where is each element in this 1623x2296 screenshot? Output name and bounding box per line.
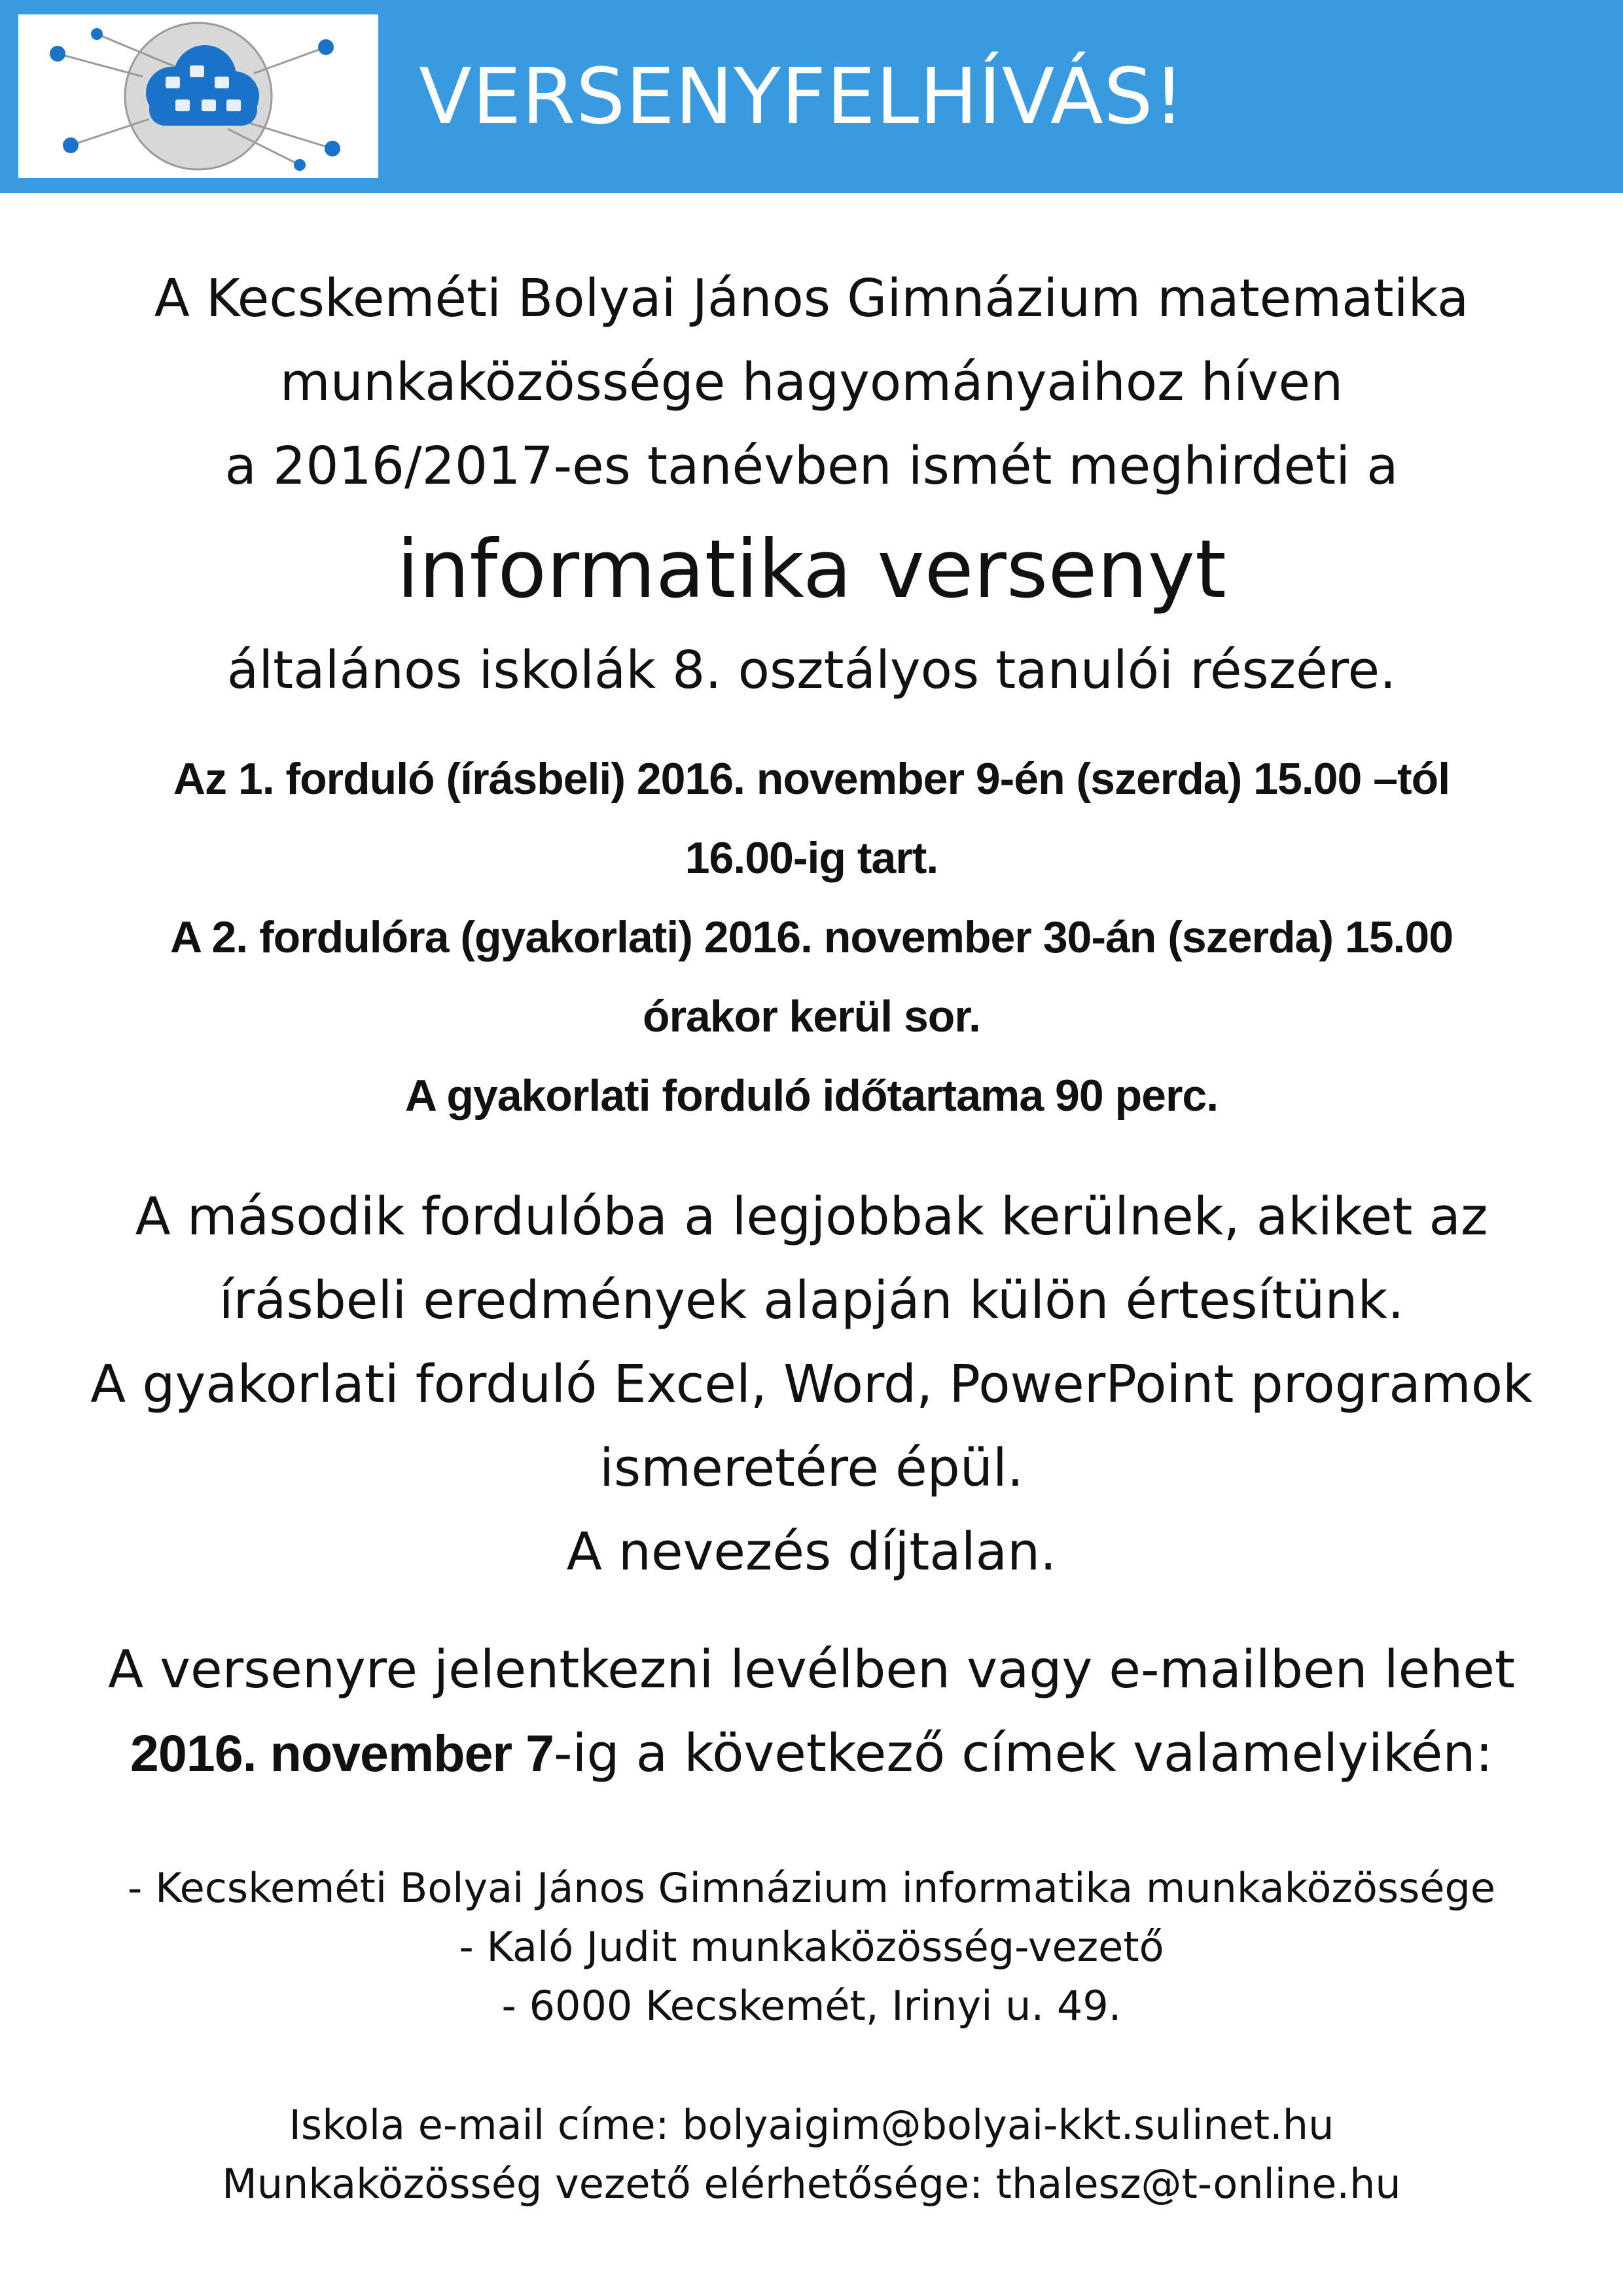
rounds-schedule bbox=[0, 740, 1623, 1136]
round-line: Az 1. forduló (írásbeli) 2016. november 9-én (szerda) 15.00 –tól bbox=[173, 754, 1450, 804]
intro-line: a 2016/2017-es tanévben ismét meghirdeti a bbox=[224, 436, 1399, 496]
address-item: - 6000 Kecskemét, Irinyi u. 49. bbox=[501, 1982, 1122, 2030]
target-audience: általános iskolák 8. osztályos tanulói részére. bbox=[226, 640, 1397, 700]
application-paragraph bbox=[0, 1628, 1623, 1795]
header-banner bbox=[0, 0, 1623, 193]
round-line: A gyakorlati forduló időtartama 90 perc. bbox=[404, 1071, 1219, 1121]
competition-title: informatika versenyt bbox=[397, 523, 1226, 616]
deadline-date: 2016. november 7 bbox=[130, 1724, 554, 1782]
page-title: VERSENYFELHÍVÁS! bbox=[419, 51, 1185, 141]
info-paragraph bbox=[0, 1175, 1623, 1594]
info-line: írásbeli eredmények alapján külön értesítünk. bbox=[219, 1270, 1404, 1331]
intro-line: munkaközössége hagyományaihoz híven bbox=[279, 352, 1344, 412]
intro-paragraph bbox=[0, 257, 1623, 508]
info-line: A nevezés díjtalan. bbox=[566, 1522, 1057, 1582]
round-line: A 2. fordulóra (gyakorlati) 2016. november 30-án (szerda) 15.00 bbox=[169, 912, 1454, 962]
info-line: A gyakorlati forduló Excel, Word, PowerPoint programok bbox=[90, 1354, 1533, 1414]
apply-line-rest: -ig a következő címek valamelyikén: bbox=[554, 1723, 1493, 1784]
logo bbox=[18, 14, 378, 178]
round-line: 16.00-ig tart. bbox=[685, 833, 938, 883]
info-line: ismeretére épül. bbox=[599, 1438, 1024, 1498]
contact-info bbox=[0, 2096, 1623, 2214]
school-email: Iskola e-mail címe: bolyaigim@bolyai-kkt.sulinet.hu bbox=[289, 2101, 1334, 2149]
intro-line: A Kecskeméti Bolyai János Gimnázium matematika bbox=[154, 268, 1469, 329]
leader-email: Munkaközösség vezető elérhetősége: thalesz@t-online.hu bbox=[222, 2160, 1401, 2208]
info-line: A második fordulóba a legjobbak kerülnek, akiket az bbox=[135, 1187, 1488, 1247]
address-item: - Kecskeméti Bolyai János Gimnázium informatika munkaközössége bbox=[127, 1864, 1496, 1912]
apply-line bbox=[0, 1712, 1623, 1795]
address-list bbox=[0, 1859, 1623, 2036]
round-line: órakor kerül sor. bbox=[643, 992, 980, 1041]
apply-line: A versenyre jelentkezni levélben vagy e-mailben lehet bbox=[108, 1640, 1515, 1700]
network-cloud-icon bbox=[18, 14, 378, 178]
address-item: - Kaló Judit munkaközösség-vezető bbox=[459, 1923, 1164, 1971]
